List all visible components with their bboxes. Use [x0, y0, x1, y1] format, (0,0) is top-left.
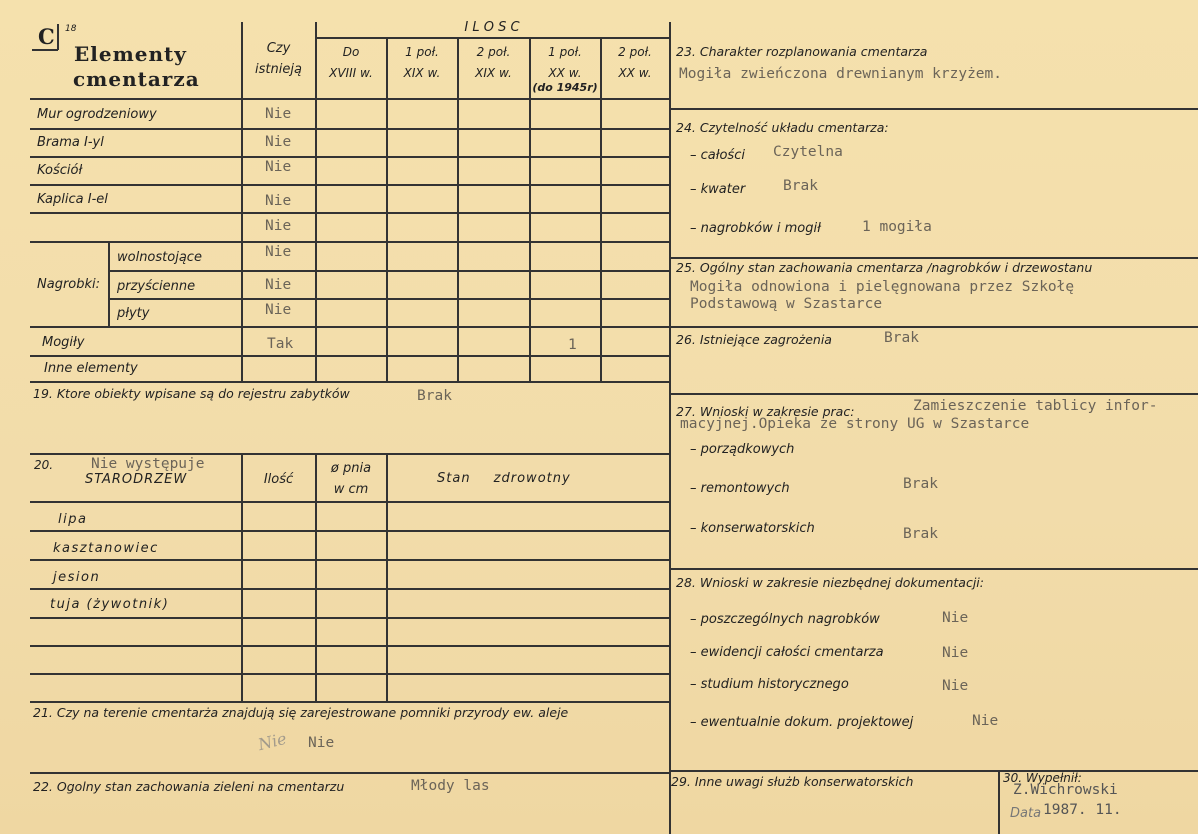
period-4-l2: XX w.	[618, 66, 652, 80]
period-3-l2: XX w.	[548, 66, 582, 80]
period-4-l1: 2 poł.	[618, 45, 652, 59]
q28-studium-value: Nie	[942, 678, 969, 694]
q28-projektowej-label: – ewentualnie dokum. projektowej	[690, 715, 914, 730]
mogily-count: 1	[568, 337, 577, 353]
q26-label: 26. Istniejące zagrożenia	[676, 332, 832, 347]
q19-label: 19. Ktore obiekty wpisane są do rejestru zabytków	[33, 386, 350, 401]
nagrobki-plyty-value: Nie	[265, 302, 292, 318]
row-value-brama: Nie	[265, 134, 292, 150]
row-value-kosciol: Nie	[265, 159, 292, 175]
q27-remontowych-value: Brak	[903, 476, 938, 492]
row-label-kaplica: Kaplica I-el	[37, 192, 108, 207]
row-label-kosciol: Kościół	[37, 163, 83, 178]
tree-row: kasztanowiec	[53, 541, 159, 556]
q20-col-pnia-1: ø pnia	[330, 461, 372, 476]
nagrobki-przyscienne-label: przyścienne	[117, 279, 196, 294]
nagrobki-wolnostojace-value: Nie	[265, 244, 292, 260]
period-0-l1: Do	[342, 45, 360, 59]
tree-row: lipa	[58, 512, 88, 527]
period-3-l1: 1 poł.	[548, 45, 582, 59]
nagrobki-plyty-label: płyty	[117, 306, 150, 321]
q24-label: 24. Czytelność układu cmentarza:	[676, 120, 889, 135]
q23-label: 23. Charakter rozplanowania cmentarza	[676, 44, 928, 59]
q24-nagrobkow-label: – nagrobków i mogił	[690, 221, 821, 236]
row-value-mur: Nie	[265, 106, 292, 122]
nagrobki-label: Nagrobki:	[37, 277, 101, 292]
q22-value: Młody las	[411, 778, 490, 794]
row-label-mur: Mur ogrodzeniowy	[37, 107, 157, 122]
tree-row: jesion	[53, 570, 101, 585]
nagrobki-przyscienne-value: Nie	[265, 277, 292, 293]
q21-handwritten: Nie	[256, 728, 289, 755]
period-1-l1: 1 poł.	[405, 45, 439, 59]
q19-value: Brak	[417, 388, 452, 404]
q24-calosci-value: Czytelna	[773, 144, 843, 160]
section-number: 18	[65, 24, 77, 34]
row-label-brama: Brama I-yl	[37, 135, 104, 150]
q25-line-1: Mogiła odnowiona i pielęgnowana przez Szkołę	[690, 279, 1075, 295]
q27-label: 27. Wnioski w zakresie prac:	[676, 404, 855, 419]
section-letter: C	[38, 24, 55, 49]
q27-konserwatorskich-label: – konserwatorskich	[690, 521, 815, 536]
q28-studium-label: – studium historycznego	[690, 677, 849, 692]
q25-line-2: Podstawową w Szastarce	[690, 296, 883, 312]
q27-konserwatorskich-value: Brak	[903, 526, 938, 542]
inne-label: Inne elementy	[44, 361, 138, 376]
q21-value: Nie	[308, 735, 335, 751]
q27-line-1: Zamieszczenie tablicy infor-	[913, 398, 1158, 414]
col-czy-header-2: istnieją	[255, 62, 302, 77]
period-2-l2: XIX w.	[475, 66, 512, 80]
period-3-l3: (do 1945r)	[532, 81, 598, 94]
q24-kwater-value: Brak	[783, 178, 818, 194]
q27-porzadkowych-label: – porządkowych	[690, 442, 795, 457]
ilosc-header: I L O S C	[464, 20, 520, 35]
q30-name: Z.Wichrowski	[1013, 782, 1118, 798]
q20-title: STARODRZEW	[85, 472, 188, 487]
nagrobki-wolnostojace-label: wolnostojące	[117, 250, 202, 265]
q28-ewidencji-value: Nie	[942, 645, 969, 661]
period-1-l2: XIX w.	[403, 66, 441, 80]
period-2-l1: 2 poł.	[476, 45, 511, 59]
mogily-value: Tak	[267, 336, 294, 352]
q23-value: Mogiła zwieńczona drewnianym krzyżem.	[679, 66, 1003, 82]
q30-label: 30. Wypełnił:	[1003, 771, 1082, 785]
q27-line-2: macyjnej.Opieka ze strony UG w Szastarce	[680, 416, 1030, 432]
q29-label: 29. Inne uwagi służb konserwatorskich	[671, 774, 914, 789]
q28-nagrobkow-value: Nie	[942, 610, 969, 626]
q27-remontowych-label: – remontowych	[690, 481, 790, 496]
q25-label: 25. Ogólny stan zachowania cmentarza /nagrobków i drzewostanu	[676, 260, 1093, 275]
q30-date: 1987. 11.	[1043, 802, 1122, 818]
q30-date-label: Data	[1010, 806, 1042, 821]
col-czy-header-1: Czy	[266, 41, 291, 56]
q28-ewidencji-label: – ewidencji całości cmentarza	[690, 645, 884, 660]
q28-label: 28. Wnioski w zakresie niezbędnej dokumentacji:	[676, 575, 984, 590]
q20-number: 20.	[34, 458, 54, 472]
q24-nagrobkow-value: 1 mogiła	[862, 219, 932, 235]
card-title-2: cmentarza	[73, 67, 200, 91]
q20-col-pnia-2: w cm	[333, 482, 369, 497]
card-title-1: Elementy	[74, 42, 187, 66]
row-value-kaplica: Nie	[265, 193, 292, 209]
mogily-label: Mogiły	[42, 335, 85, 350]
tree-row: tuja (żywotnik)	[50, 597, 170, 612]
q22-label: 22. Ogolny stan zachowania zieleni na cmentarzu	[33, 779, 345, 794]
q20-note: Nie występuje	[91, 456, 205, 472]
q20-col-ilosc: Ilość	[263, 472, 294, 487]
row-value-empty: Nie	[265, 218, 292, 234]
q21-label: 21. Czy na terenie cmentarża znajdują się zarejestrowane pomniki przyrody ew. aleje	[33, 705, 569, 720]
period-0-l2: XVIII w.	[329, 66, 373, 80]
q24-calosci-label: – całości	[690, 148, 745, 163]
q28-projektowej-value: Nie	[972, 713, 999, 729]
q26-value: Brak	[884, 330, 919, 346]
q20-col-stan: Stan zdrowotny	[437, 471, 571, 486]
q28-nagrobkow-label: – poszczególnych nagrobków	[690, 612, 880, 627]
q24-kwater-label: – kwater	[690, 182, 746, 197]
